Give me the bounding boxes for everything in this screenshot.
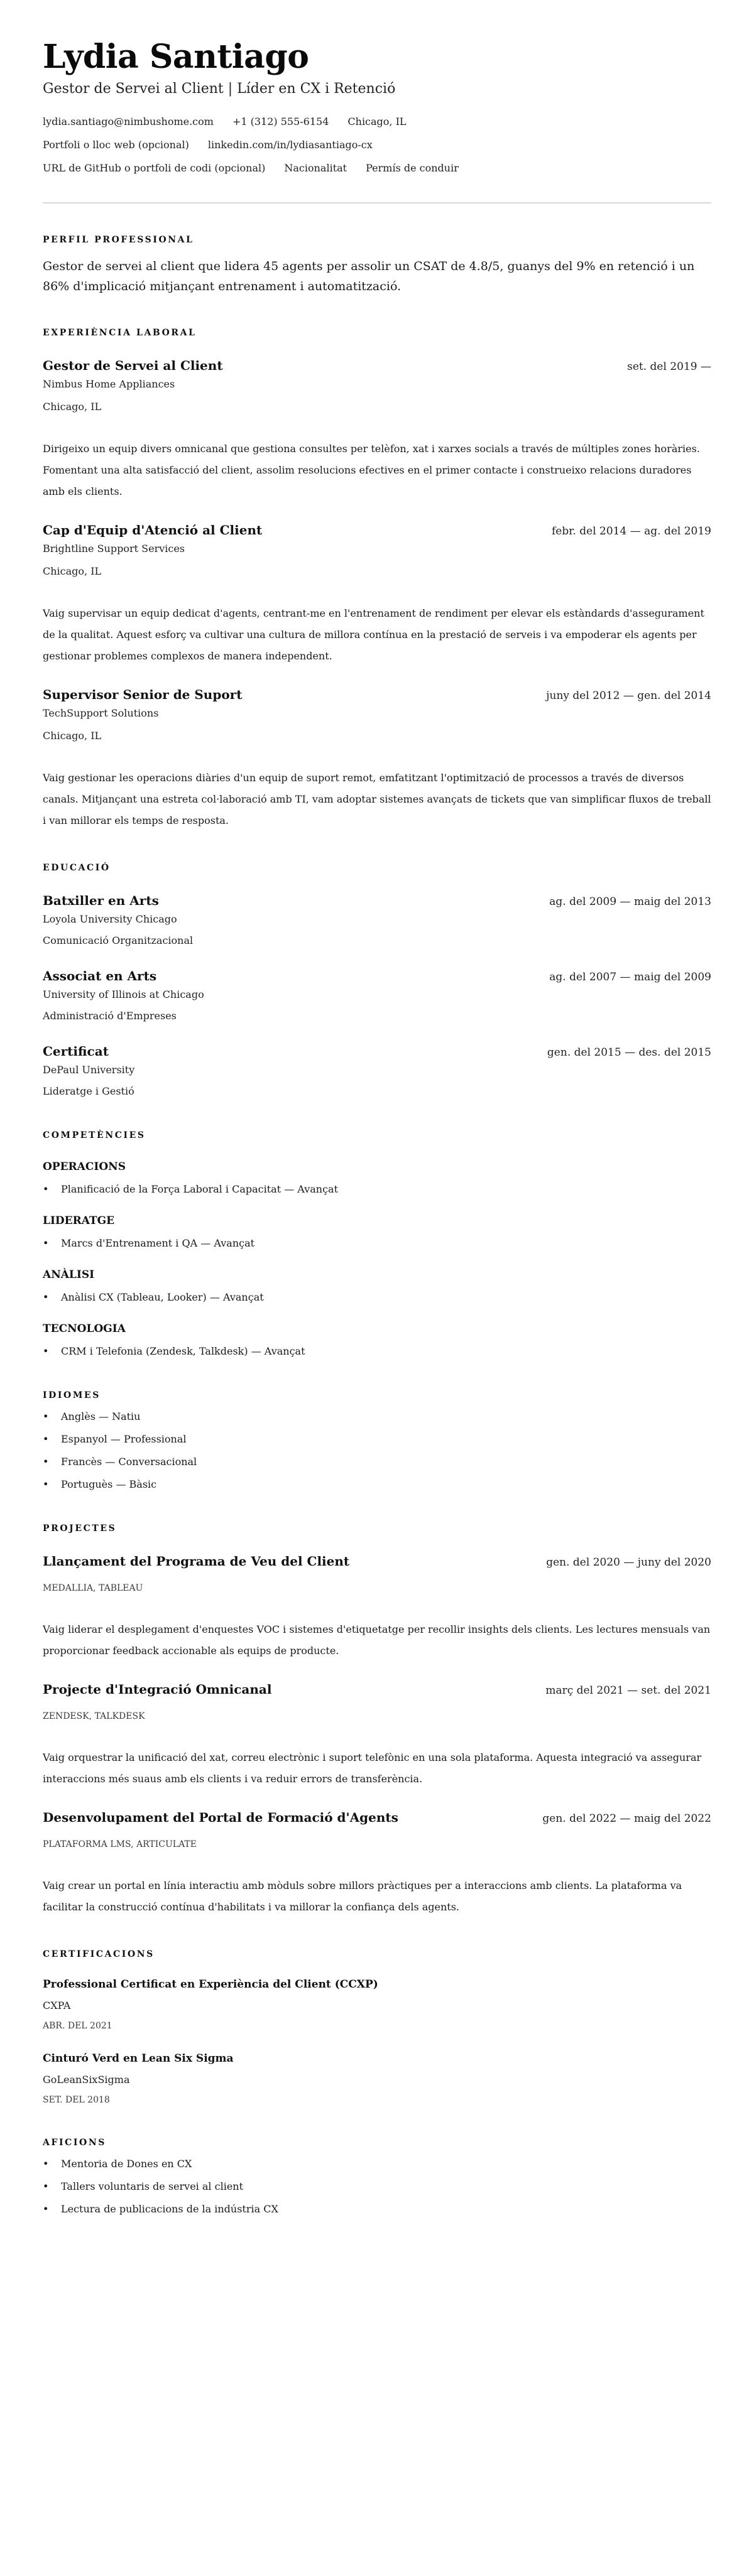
bullet-icon: • <box>43 1183 49 1195</box>
field-of-study: Lideratge i Gestió <box>43 1085 134 1097</box>
experience-section <box>43 327 711 831</box>
header-divider <box>43 202 711 203</box>
bullet-icon: • <box>43 2158 49 2170</box>
contact-row-2 <box>43 138 711 153</box>
section-title-interests: AFICIONS <box>43 2138 106 2148</box>
skill-group <box>43 1321 711 1359</box>
bullet-icon: • <box>43 1410 49 1422</box>
skill-item: • Planificació de la Força Laboral i Capacitat — Avançat <box>43 1182 711 1197</box>
section-title-education: EDUCACIÓ <box>43 863 111 873</box>
experience-entry <box>43 357 711 502</box>
section-title-summary: PERFIL PROFESSIONAL <box>43 235 194 245</box>
language-item: • Anglès — Natiu <box>43 1409 711 1424</box>
degree-dates: ag. del 2009 — maig del 2013 <box>549 896 711 908</box>
education-entry <box>43 892 711 948</box>
skill-group <box>43 1213 711 1251</box>
summary-text: Gestor de servei al client que lidera 45 agents per assolir un CSAT de 4.8/5, guanys del 9% en retenció i un 86% d'implicació mitjançant entrenament i automatització. <box>43 259 695 293</box>
school-name: University of Illinois at Chicago <box>43 988 204 1000</box>
language-item: • Espanyol — Professional <box>43 1432 711 1447</box>
certification-entry <box>43 1977 711 2032</box>
job-title: Gestor de Servei al Client <box>43 358 223 373</box>
skills-section <box>43 1129 711 1359</box>
certification-entry <box>43 2051 711 2106</box>
project-name: Desenvolupament del Portal de Formació d'Agents <box>43 1810 398 1825</box>
certifications-section <box>43 1948 711 2106</box>
interest-item: • Tallers voluntaris de servei al client <box>43 2179 711 2194</box>
bullet-icon: • <box>43 1291 49 1303</box>
section-title-languages: IDIOMES <box>43 1390 101 1400</box>
candidate-name: Lydia Santiago <box>43 38 309 76</box>
degree-title: Associat en Arts <box>43 968 157 983</box>
section-title-skills: COMPETÈNCIES <box>43 1130 146 1140</box>
project-name: Projecte d'Integració Omnicanal <box>43 1682 272 1697</box>
project-description: Vaig liderar el desplegament d'enquestes VOC i sistemes d'etiquetatge per recollir insights dels clients. Les lectures mensuals van proporcionar feedback accionable als equips de producte. <box>43 1623 711 1657</box>
bullet-icon: • <box>43 1237 49 1249</box>
certification-issuer: GoLeanSixSigma <box>43 2074 130 2086</box>
school-name: DePaul University <box>43 1064 135 1076</box>
education-entry <box>43 967 711 1024</box>
skill-category: TECNOLOGIA <box>43 1323 126 1335</box>
project-tags: PLATAFORMA LMS, ARTICULATE <box>43 1839 197 1849</box>
language-item: • Portuguès — Bàsic <box>43 1477 711 1492</box>
job-dates: juny del 2012 — gen. del 2014 <box>546 690 711 702</box>
degree-dates: gen. del 2015 — des. del 2015 <box>547 1046 711 1059</box>
skill-item: • Anàlisi CX (Tableau, Looker) — Avançat <box>43 1290 711 1305</box>
certification-date: SET. DEL 2018 <box>43 2095 110 2105</box>
job-dates: set. del 2019 — <box>627 360 711 373</box>
job-title: Cap d'Equip d'Atenció al Client <box>43 522 263 538</box>
project-name: Llançament del Programa de Veu del Client <box>43 1554 350 1569</box>
contact-location: Chicago, IL <box>347 116 407 127</box>
project-description: Vaig orquestrar la unificació del xat, correu electrònic i suport telefònic en una sola plataforma. Aquesta integració va assegurar interaccions més suaus amb els clients i va reduir errors de transferència. <box>43 1751 702 1785</box>
summary-section <box>43 234 711 296</box>
certification-name: Professional Certificat en Experiència del Client (CCXP) <box>43 1978 378 1991</box>
resume-header <box>43 36 711 203</box>
job-description: Vaig gestionar les operacions diàries d'un equip de suport remot, emfatitzant l'optimització de processos a través de diversos canals. Mitjançant una estreta col·laboració amb TI, vam adoptar sistemes avançats de tickets que van simplificar fluxos de treball i van millorar els temps de resposta. <box>43 772 711 826</box>
contact-row-3 <box>43 161 711 176</box>
section-title-certifications: CERTIFICACIONS <box>43 1949 155 1959</box>
experience-entry <box>43 521 711 667</box>
certification-name: Cinturó Verd en Lean Six Sigma <box>43 2052 234 2065</box>
project-tags: MEDALLIA, TABLEAU <box>43 1583 143 1593</box>
skill-category: ANÀLISI <box>43 1269 95 1281</box>
job-description: Vaig supervisar un equip dedicat d'agents, centrant-me en l'entrenament de rendiment per elevar els estàndards d'assegurament de la qualitat. Aquest esforç va cultivar una cultura de millora contínua en la prestació de serveis i va empoderar els agents per gestionar problemes complexos de manera independent. <box>43 607 704 662</box>
contact-row-1 <box>43 114 711 129</box>
job-location: Chicago, IL <box>43 401 102 413</box>
experience-entry <box>43 686 711 831</box>
certification-date: ABR. DEL 2021 <box>43 2021 112 2031</box>
skill-group <box>43 1267 711 1305</box>
section-title-projects: PROJECTES <box>43 1523 117 1534</box>
skill-item: • CRM i Telefonia (Zendesk, Talkdesk) — Avançat <box>43 1344 711 1359</box>
contact-nationality: Nacionalitat <box>284 162 347 174</box>
skill-group <box>43 1159 711 1197</box>
job-description: Dirigeixo un equip divers omnicanal que gestiona consultes per telèfon, xat i xarxes socials a través de múltiples zones horàries. Fomentant una alta satisfacció del client, assolim resolucions efectives en el primer contacte i construeixo relacions duradores amb els clients. <box>43 443 700 497</box>
job-company: TechSupport Solutions <box>43 707 159 719</box>
project-dates: març del 2021 — set. del 2021 <box>545 1684 711 1697</box>
project-description: Vaig crear un portal en línia interactiu amb mòduls sobre millors pràctiques per a interaccions amb clients. La plataforma va facilitar la construcció contínua d'habilitats i va millorar la confiança dels agents. <box>43 1880 682 1913</box>
field-of-study: Comunicació Organitzacional <box>43 934 194 946</box>
contact-email[interactable]: lydia.santiago@nimbushome.com <box>43 116 214 127</box>
project-tags: ZENDESK, TALKDESK <box>43 1711 145 1721</box>
degree-title: Batxiller en Arts <box>43 893 159 908</box>
contact-phone[interactable]: +1 (312) 555-6154 <box>232 116 329 127</box>
bullet-icon: • <box>43 1345 49 1357</box>
degree-dates: ag. del 2007 — maig del 2009 <box>549 971 711 983</box>
interests-section <box>43 2136 711 2217</box>
languages-section <box>43 1389 711 1492</box>
project-dates: gen. del 2020 — juny del 2020 <box>546 1556 711 1569</box>
certification-issuer: CXPA <box>43 2000 71 2011</box>
contact-portfolio[interactable]: Portfoli o lloc web (opcional) <box>43 139 189 151</box>
contact-linkedin[interactable]: linkedin.com/in/lydiasantiago-cx <box>207 139 373 151</box>
interest-item: • Mentoria de Dones en CX <box>43 2157 711 2172</box>
degree-title: Certificat <box>43 1044 109 1059</box>
project-entry <box>43 1680 711 1790</box>
skill-category: LIDERATGE <box>43 1215 115 1227</box>
job-company: Nimbus Home Appliances <box>43 378 175 390</box>
contact-github[interactable]: URL de GitHub o portfoli de codi (opcional) <box>43 162 266 174</box>
projects-section <box>43 1522 711 1918</box>
language-item: • Francès — Conversacional <box>43 1454 711 1469</box>
candidate-headline: Gestor de Servei al Client | Líder en CX i Retenció <box>43 81 396 97</box>
contact-driving-license: Permís de conduir <box>366 162 459 174</box>
job-location: Chicago, IL <box>43 565 102 577</box>
project-entry <box>43 1809 711 1918</box>
project-dates: gen. del 2022 — maig del 2022 <box>542 1812 711 1825</box>
education-entry <box>43 1042 711 1099</box>
skill-category: OPERACIONS <box>43 1161 126 1173</box>
skill-item: • Marcs d'Entrenament i QA — Avançat <box>43 1236 711 1251</box>
bullet-icon: • <box>43 2203 49 2215</box>
field-of-study: Administració d'Empreses <box>43 1010 177 1022</box>
bullet-icon: • <box>43 1433 49 1445</box>
school-name: Loyola University Chicago <box>43 913 177 925</box>
bullet-icon: • <box>43 1456 49 1468</box>
job-location: Chicago, IL <box>43 730 102 742</box>
education-section <box>43 862 711 1099</box>
job-title: Supervisor Senior de Suport <box>43 687 243 702</box>
job-company: Brightline Support Services <box>43 543 185 555</box>
job-dates: febr. del 2014 — ag. del 2019 <box>551 525 711 538</box>
project-entry <box>43 1552 711 1662</box>
bullet-icon: • <box>43 2180 49 2192</box>
section-title-experience: EXPERIÈNCIA LABORAL <box>43 328 197 338</box>
bullet-icon: • <box>43 1478 49 1490</box>
interest-item: • Lectura de publicacions de la indústria CX <box>43 2202 711 2217</box>
